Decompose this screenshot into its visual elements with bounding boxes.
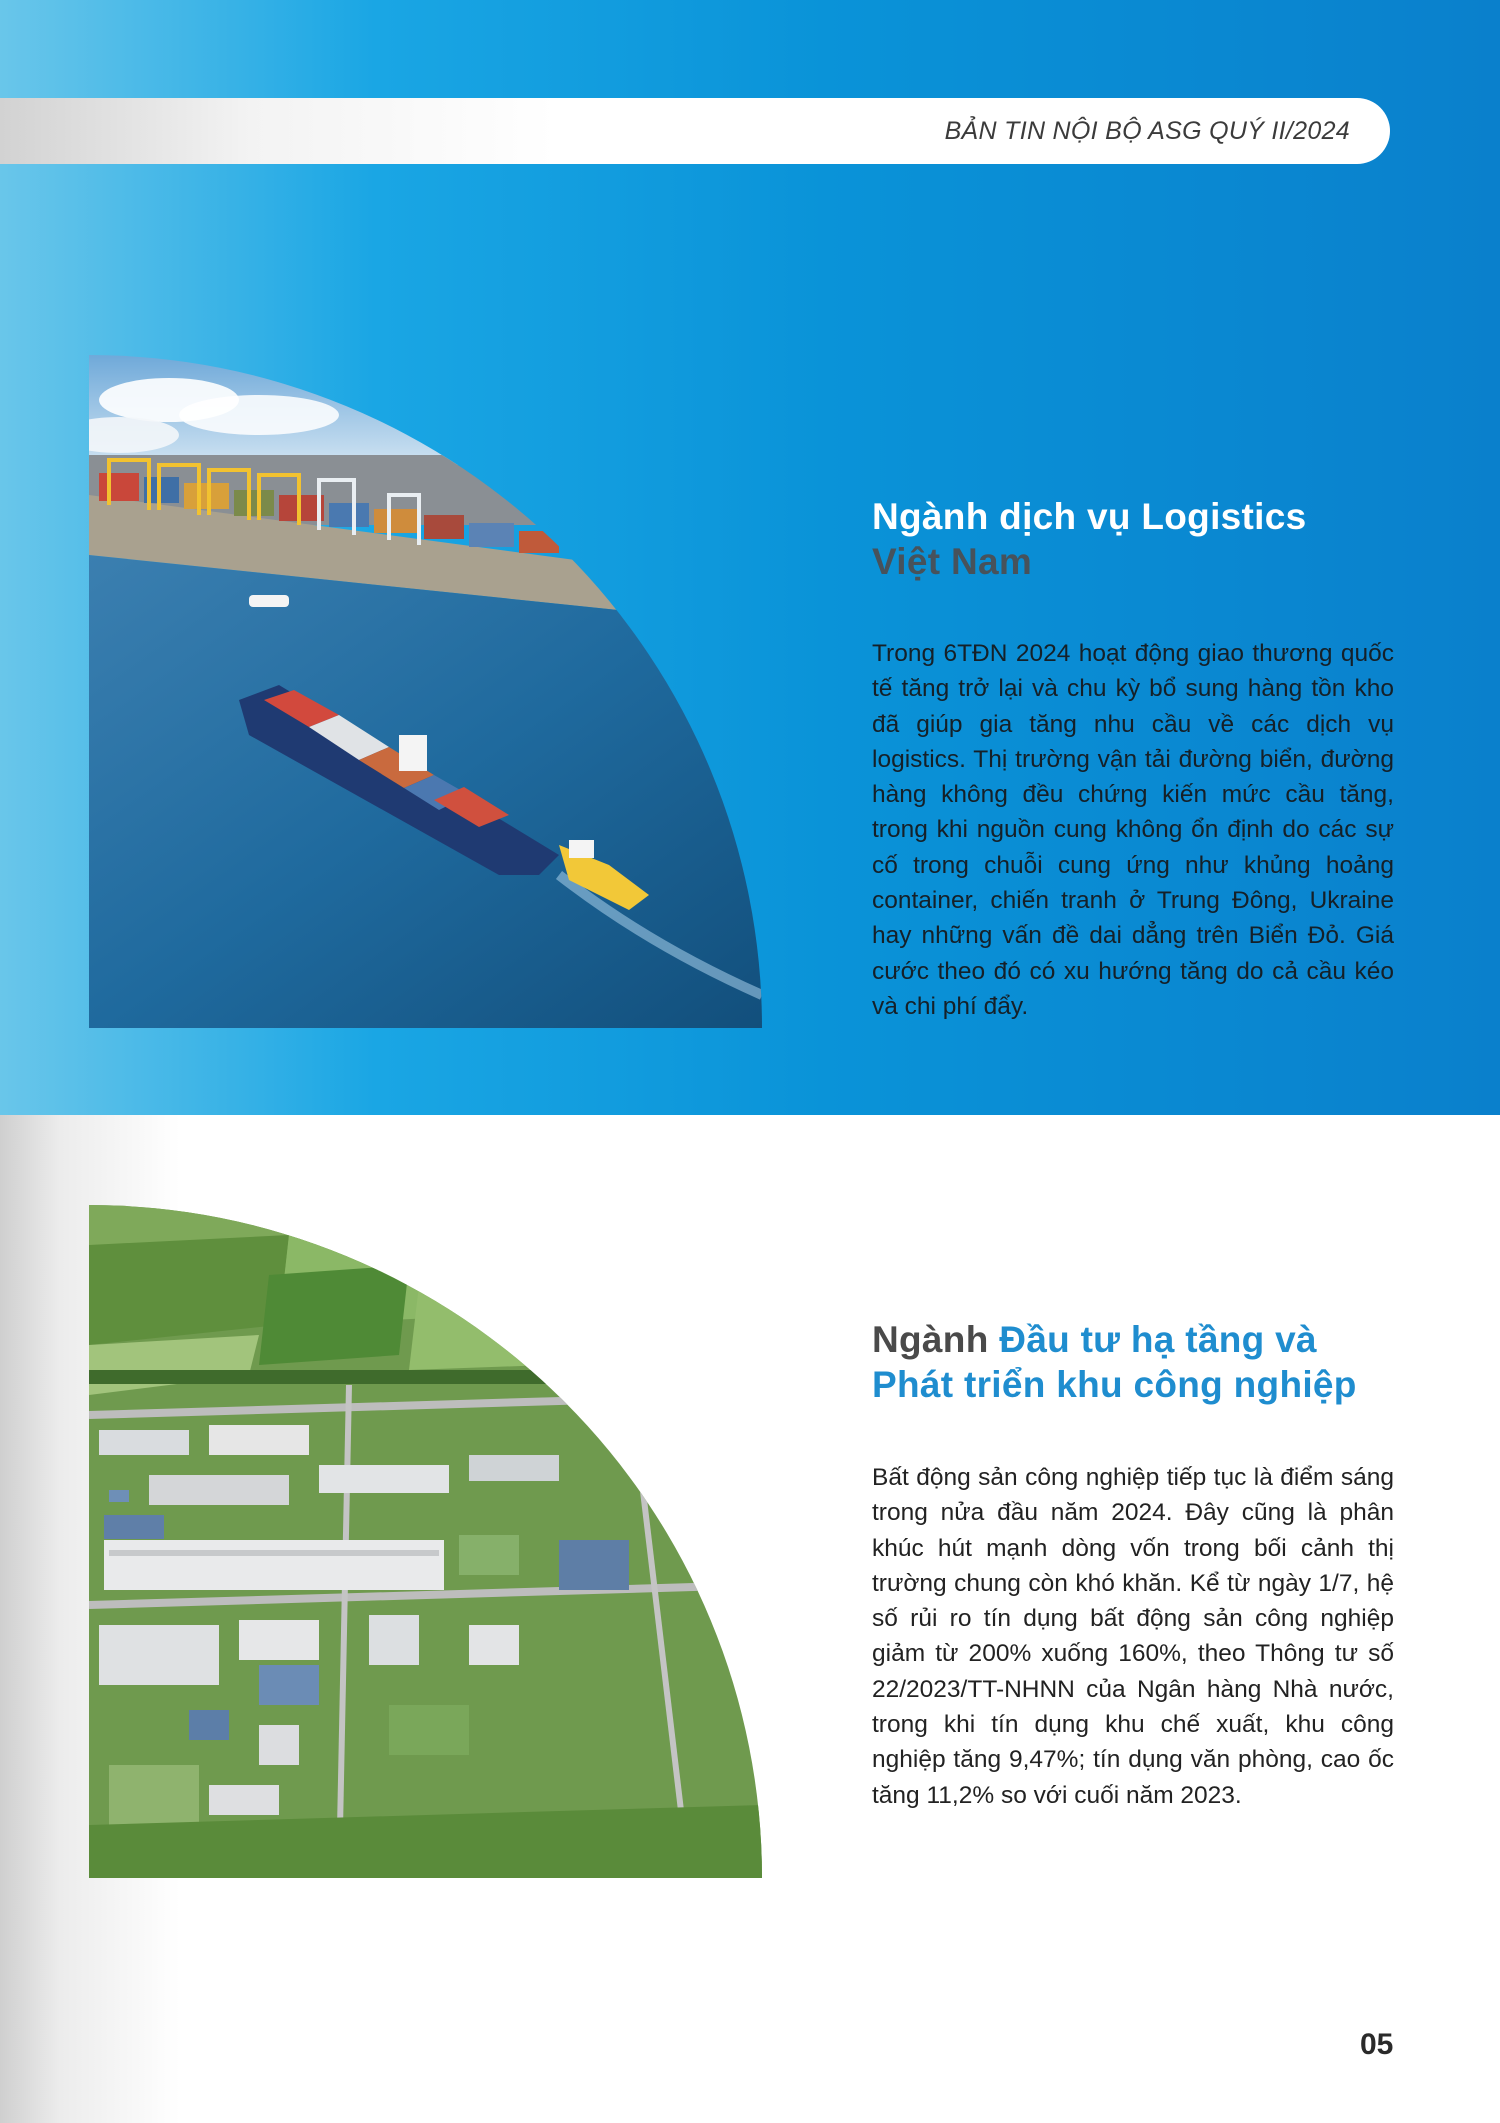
logistics-section-title [872, 494, 1307, 584]
logistics-title-line1: Ngành dịch vụ Logistics [872, 496, 1307, 537]
newsletter-title: BẢN TIN NỘI BỘ ASG QUÝ II/2024 [944, 116, 1350, 145]
infrastructure-section-title [872, 1317, 1357, 1407]
infrastructure-title-prefix: Ngành [872, 1319, 1000, 1360]
infrastructure-section-body: Bất động sản công nghiệp tiếp tục là điểm sáng trong nửa đầu năm 2024. Đây cũng là phân khúc hút mạnh dòng vốn trong bối cảnh thị trường chung còn khó khăn. Kể từ ngày 1/7, hệ số rủi ro tín dụng bất động sản công nghiệp giảm từ 200% xuống 160%, theo Thông tư số 22/2023/TT-NHNN của Ngân hàng Nhà nước, trong khi tín dụng khu chế xuất, khu công nghiệp tăng 9,47%; tín dụng văn phòng, cao ốc tăng 11,2% so với cuối năm 2023. [872, 1464, 1394, 1809]
infrastructure-title-highlight1: Đầu tư hạ tầng và [999, 1319, 1317, 1360]
newsletter-header-bar [0, 98, 1390, 164]
page-number: 05 [1360, 2028, 1394, 2061]
port-ship-photo [89, 355, 762, 1028]
logistics-section-body: Trong 6TĐN 2024 hoạt động giao thương quốc tế tăng trở lại và chu kỳ bổ sung hàng tồn kho đã giúp gia tăng nhu cầu về các dịch vụ logistics. Thị trường vận tải đường biển, đường hàng không đều chứng kiến mức cầu tăng, trong khi nguồn cung không ổn định do các sự cố trong chuỗi cung ứng như khủng hoảng container, chiến tranh ở Trung Đông, Ukraine hay những vấn đề dai dẳng trên Biển Đỏ. Giá cước theo đó có xu hướng tăng do cả cầu kéo và chi phí đẩy. [872, 640, 1394, 1020]
logistics-title-line2: Việt Nam [872, 541, 1033, 582]
infrastructure-title-highlight2: Phát triển khu công nghiệp [872, 1364, 1357, 1405]
